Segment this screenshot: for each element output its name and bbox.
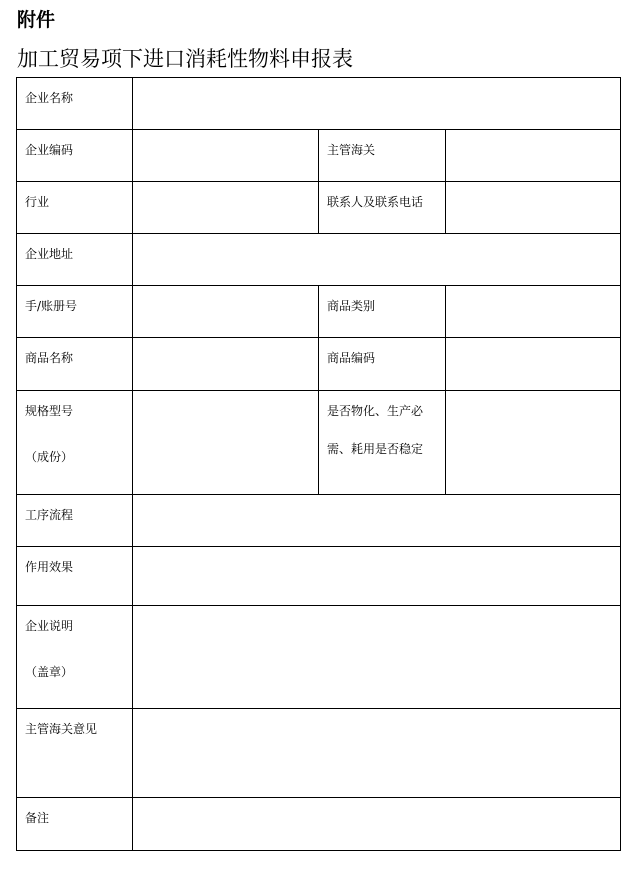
company-code-label: 企业编码	[17, 130, 133, 182]
form-title: 加工贸易项下进口消耗性物料申报表	[17, 47, 353, 71]
row-process	[17, 495, 621, 547]
spec-label	[17, 391, 133, 495]
row-statement	[17, 606, 621, 709]
goods-code-label: 商品编码	[319, 338, 446, 391]
spec-field[interactable]	[133, 391, 319, 495]
goods-name-label: 商品名称	[17, 338, 133, 391]
address-field[interactable]	[133, 234, 621, 286]
remarks-field[interactable]	[133, 798, 621, 851]
consumed-label-line1: 是否物化、生产必	[327, 404, 424, 418]
company-name-field[interactable]	[133, 78, 621, 130]
company-name-label: 企业名称	[17, 78, 133, 130]
row-company-name	[17, 78, 621, 130]
row-remarks	[17, 798, 621, 851]
row-spec	[17, 391, 621, 495]
row-effect	[17, 547, 621, 606]
goods-code-field[interactable]	[446, 338, 621, 391]
row-industry	[17, 182, 621, 234]
process-field[interactable]	[133, 495, 621, 547]
statement-label-line1: 企业说明	[25, 619, 74, 633]
statement-label	[17, 606, 133, 709]
industry-field[interactable]	[133, 182, 319, 234]
contact-label: 联系人及联系电话	[319, 182, 446, 234]
goods-category-field[interactable]	[446, 286, 621, 338]
row-manual-no	[17, 286, 621, 338]
remarks-label: 备注	[17, 798, 133, 851]
address-label: 企业地址	[17, 234, 133, 286]
customs-field[interactable]	[446, 130, 621, 182]
goods-category-label: 商品类别	[319, 286, 446, 338]
manual-no-label: 手/账册号	[17, 286, 133, 338]
industry-label: 行业	[17, 182, 133, 234]
spec-label-line1: 规格型号	[25, 404, 74, 418]
row-company-code	[17, 130, 621, 182]
spec-label-line2: （成份）	[25, 450, 74, 464]
declaration-form-table	[16, 77, 621, 851]
customs-opinion-field[interactable]	[133, 709, 621, 798]
contact-field[interactable]	[446, 182, 621, 234]
company-code-field[interactable]	[133, 130, 319, 182]
process-label: 工序流程	[17, 495, 133, 547]
consumed-label-line2: 需、耗用是否稳定	[327, 442, 424, 456]
row-address	[17, 234, 621, 286]
consumed-label	[319, 391, 446, 495]
statement-label-line2: （盖章）	[25, 665, 74, 679]
effect-field[interactable]	[133, 547, 621, 606]
customs-opinion-label: 主管海关意见	[17, 709, 133, 798]
row-customs-opinion	[17, 709, 621, 798]
customs-label: 主管海关	[319, 130, 446, 182]
effect-label: 作用效果	[17, 547, 133, 606]
consumed-field[interactable]	[446, 391, 621, 495]
attachment-label: 附件	[17, 9, 56, 31]
goods-name-field[interactable]	[133, 338, 319, 391]
statement-field[interactable]	[133, 606, 621, 709]
row-goods-name	[17, 338, 621, 391]
manual-no-field[interactable]	[133, 286, 319, 338]
